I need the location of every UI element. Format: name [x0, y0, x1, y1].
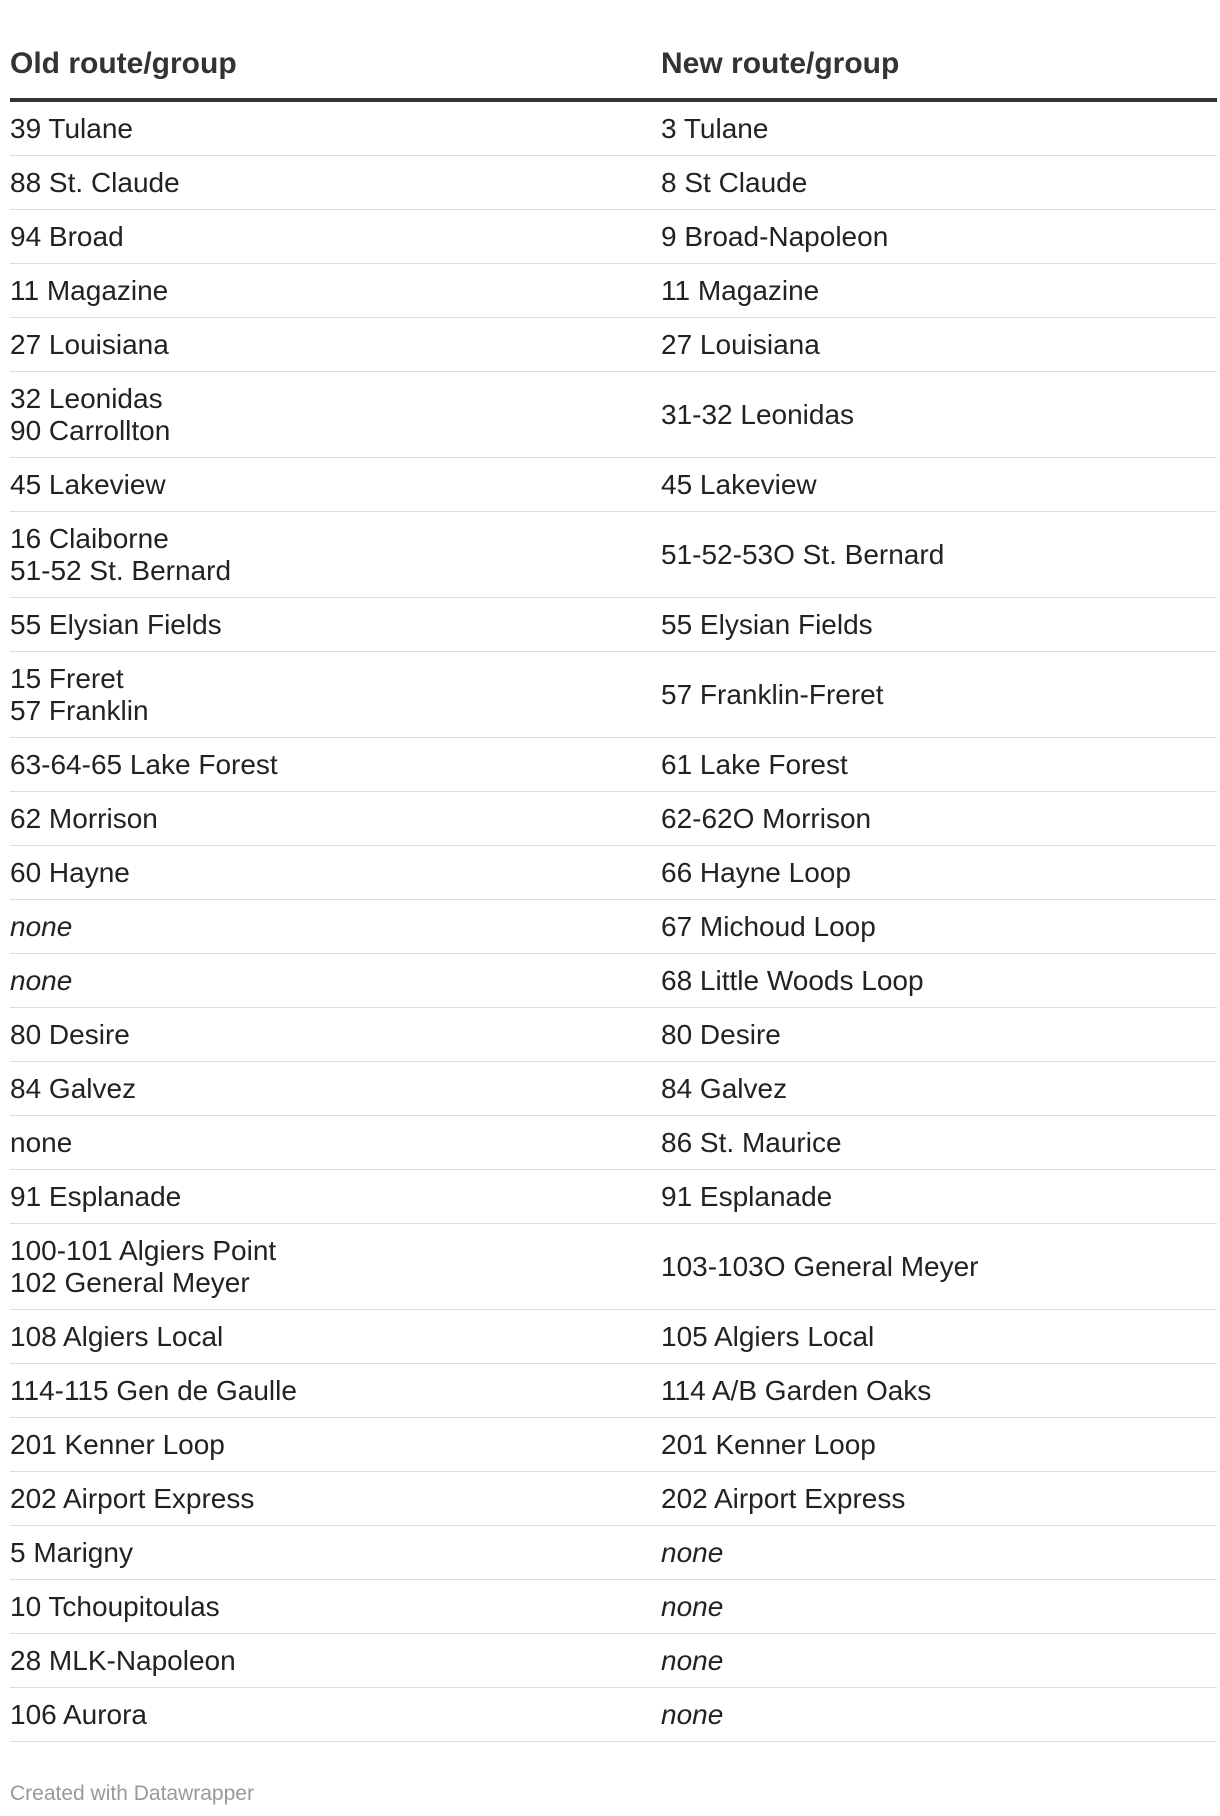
- route-label: 86 St. Maurice: [661, 1126, 842, 1158]
- table-row: [10, 372, 1217, 458]
- route-label: 27 Louisiana: [661, 328, 820, 360]
- table-row: [10, 1634, 1217, 1688]
- old-route-cell: [10, 1008, 661, 1062]
- table-row: [10, 1224, 1217, 1310]
- route-label: 39 Tulane: [10, 112, 133, 144]
- new-route-cell: [661, 156, 1217, 210]
- header-row: [10, 30, 1217, 100]
- route-label: 103-103O General Meyer: [661, 1250, 979, 1282]
- old-route-cell: [10, 954, 661, 1008]
- route-label: 105 Algiers Local: [661, 1320, 875, 1352]
- route-label: none: [10, 964, 73, 996]
- new-route-cell: [661, 1116, 1217, 1170]
- route-label: 57 Franklin-Freret: [661, 678, 884, 710]
- table-row: [10, 1310, 1217, 1364]
- route-label: 16 Claiborne: [10, 522, 169, 554]
- old-route-cell: [10, 598, 661, 652]
- new-route-cell: [661, 900, 1217, 954]
- new-route-cell: [661, 738, 1217, 792]
- old-route-cell: [10, 156, 661, 210]
- new-route-cell: [661, 1472, 1217, 1526]
- table-row: [10, 900, 1217, 954]
- route-label: 202 Airport Express: [661, 1482, 906, 1514]
- old-route-cell: [10, 1688, 661, 1742]
- route-label: 62-62O Morrison: [661, 802, 872, 834]
- new-route-cell: [661, 792, 1217, 846]
- route-label: 80 Desire: [10, 1018, 130, 1050]
- route-label: none: [661, 1644, 724, 1676]
- table-row: [10, 598, 1217, 652]
- old-route-cell: [10, 1634, 661, 1688]
- table-row: [10, 792, 1217, 846]
- route-label: 3 Tulane: [661, 112, 769, 144]
- table-row: [10, 512, 1217, 598]
- table-row: [10, 1364, 1217, 1418]
- route-label: 94 Broad: [10, 220, 124, 252]
- table-body: [10, 100, 1217, 1742]
- route-label: 84 Galvez: [661, 1072, 788, 1104]
- route-label: 28 MLK-Napoleon: [10, 1644, 236, 1676]
- table-row: [10, 652, 1217, 738]
- new-route-cell: [661, 954, 1217, 1008]
- table-row: [10, 458, 1217, 512]
- old-route-cell: [10, 652, 661, 738]
- old-route-cell: [10, 372, 661, 458]
- route-label: 84 Galvez: [10, 1072, 137, 1104]
- new-route-cell: [661, 1418, 1217, 1472]
- old-route-cell: [10, 318, 661, 372]
- route-label: 106 Aurora: [10, 1698, 147, 1730]
- new-route-cell: [661, 652, 1217, 738]
- new-route-cell: [661, 100, 1217, 156]
- route-label: none: [10, 1126, 73, 1158]
- new-route-cell: [661, 598, 1217, 652]
- route-label: 62 Morrison: [10, 802, 158, 834]
- new-route-cell: [661, 1580, 1217, 1634]
- route-label: 11 Magazine: [661, 274, 820, 306]
- route-label: none: [661, 1698, 724, 1730]
- route-label: 68 Little Woods Loop: [661, 964, 924, 996]
- table-row: [10, 1008, 1217, 1062]
- table-row: [10, 318, 1217, 372]
- old-route-cell: [10, 1116, 661, 1170]
- route-label: 102 General Meyer: [10, 1266, 250, 1298]
- new-route-cell: [661, 1170, 1217, 1224]
- table-row: [10, 738, 1217, 792]
- route-label: none: [661, 1590, 724, 1622]
- old-route-cell: [10, 1170, 661, 1224]
- route-label: 45 Lakeview: [10, 468, 166, 500]
- datawrapper-credit[interactable]: Created with Datawrapper: [10, 1782, 254, 1805]
- new-route-cell: [661, 264, 1217, 318]
- old-route-cell: [10, 846, 661, 900]
- new-route-cell: [661, 1364, 1217, 1418]
- route-label: 61 Lake Forest: [661, 748, 848, 780]
- table-row: [10, 100, 1217, 156]
- route-table-container: [10, 30, 1217, 1742]
- route-label: 15 Freret: [10, 662, 124, 694]
- old-route-cell: [10, 792, 661, 846]
- new-route-cell: [661, 210, 1217, 264]
- route-label: 45 Lakeview: [661, 468, 817, 500]
- new-route-cell: [661, 1224, 1217, 1310]
- new-route-cell: [661, 372, 1217, 458]
- route-label: 80 Desire: [661, 1018, 781, 1050]
- table-row: [10, 1472, 1217, 1526]
- old-route-cell: [10, 900, 661, 954]
- route-label: 5 Marigny: [10, 1536, 133, 1568]
- new-route-cell: [661, 458, 1217, 512]
- old-route-cell: [10, 1062, 661, 1116]
- new-route-cell: [661, 1310, 1217, 1364]
- route-label: none: [10, 910, 73, 942]
- table-row: [10, 1526, 1217, 1580]
- route-label: 10 Tchoupitoulas: [10, 1590, 220, 1622]
- table-row: [10, 156, 1217, 210]
- old-route-cell: [10, 1364, 661, 1418]
- route-label: 32 Leonidas: [10, 382, 163, 414]
- old-route-cell: [10, 1526, 661, 1580]
- old-route-cell: [10, 210, 661, 264]
- old-route-cell: [10, 1472, 661, 1526]
- new-route-cell: [661, 1688, 1217, 1742]
- route-table: [10, 30, 1217, 1742]
- table-row: [10, 1062, 1217, 1116]
- route-label: 88 St. Claude: [10, 166, 180, 198]
- old-route-cell: [10, 738, 661, 792]
- route-label: 114-115 Gen de Gaulle: [10, 1374, 297, 1406]
- old-route-cell: [10, 1580, 661, 1634]
- route-label: 202 Airport Express: [10, 1482, 255, 1514]
- old-route-cell: [10, 264, 661, 318]
- route-label: 55 Elysian Fields: [10, 608, 222, 640]
- route-label: 114 A/B Garden Oaks: [661, 1374, 932, 1406]
- new-route-cell: [661, 318, 1217, 372]
- table-row: [10, 1418, 1217, 1472]
- old-route-cell: [10, 458, 661, 512]
- old-route-cell: [10, 1224, 661, 1310]
- route-label: 66 Hayne Loop: [661, 856, 851, 888]
- new-route-cell: [661, 1526, 1217, 1580]
- route-label: 55 Elysian Fields: [661, 608, 873, 640]
- route-label: 91 Esplanade: [661, 1180, 833, 1212]
- new-route-cell: [661, 1634, 1217, 1688]
- route-label: 27 Louisiana: [10, 328, 169, 360]
- new-route-cell: [661, 1008, 1217, 1062]
- header-new-route[interactable]: New route/group: [661, 30, 1217, 100]
- table-row: [10, 954, 1217, 1008]
- table-row: [10, 1170, 1217, 1224]
- new-route-cell: [661, 1062, 1217, 1116]
- old-route-cell: [10, 1418, 661, 1472]
- old-route-cell: [10, 100, 661, 156]
- route-label: 201 Kenner Loop: [661, 1428, 876, 1460]
- table-row: [10, 846, 1217, 900]
- route-label: 57 Franklin: [10, 694, 149, 726]
- table-row: [10, 1116, 1217, 1170]
- new-route-cell: [661, 846, 1217, 900]
- route-label: 91 Esplanade: [10, 1180, 182, 1212]
- route-label: 60 Hayne: [10, 856, 130, 888]
- route-label: 90 Carrollton: [10, 414, 171, 446]
- route-label: 11 Magazine: [10, 274, 169, 306]
- table-row: [10, 210, 1217, 264]
- route-label: 67 Michoud Loop: [661, 910, 876, 942]
- route-label: 100-101 Algiers Point: [10, 1234, 277, 1266]
- route-label: 31-32 Leonidas: [661, 398, 855, 430]
- old-route-cell: [10, 1310, 661, 1364]
- header-old-route[interactable]: Old route/group: [10, 30, 661, 100]
- route-label: 51-52 St. Bernard: [10, 554, 232, 586]
- new-route-cell: [661, 512, 1217, 598]
- route-label: 8 St Claude: [661, 166, 808, 198]
- route-label: 108 Algiers Local: [10, 1320, 224, 1352]
- route-label: 51-52-53O St. Bernard: [661, 538, 945, 570]
- table-row: [10, 1580, 1217, 1634]
- route-label: none: [661, 1536, 724, 1568]
- table-row: [10, 1688, 1217, 1742]
- route-label: 9 Broad-Napoleon: [661, 220, 889, 252]
- old-route-cell: [10, 512, 661, 598]
- table-row: [10, 264, 1217, 318]
- route-label: 201 Kenner Loop: [10, 1428, 225, 1460]
- route-label: 63-64-65 Lake Forest: [10, 748, 278, 780]
